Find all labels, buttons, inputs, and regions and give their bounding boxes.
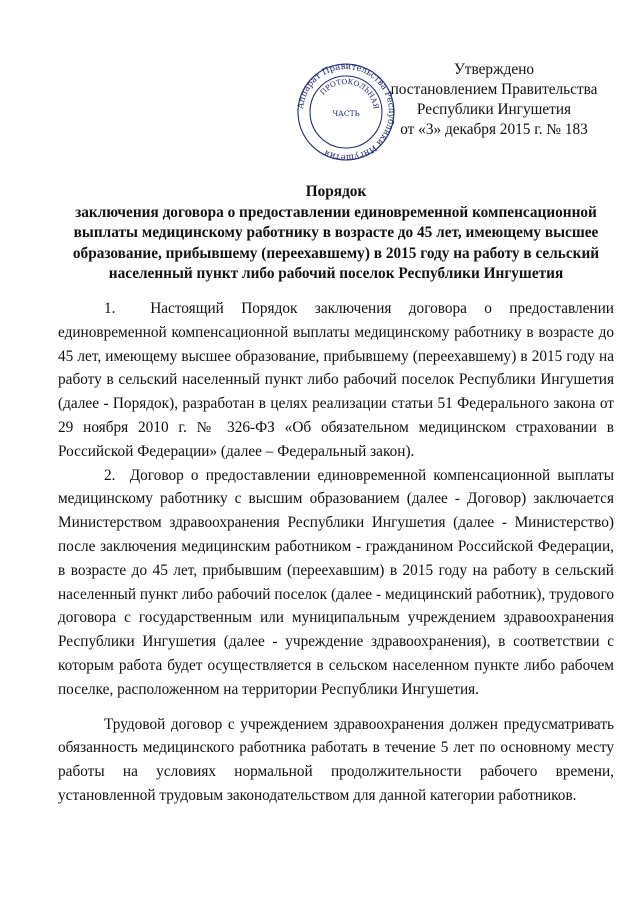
approval-line-approved: Утверждено [453, 61, 535, 78]
approval-block [378, 60, 610, 140]
approval-line-date-number: от «3» декабря 2015 г. № 183 [400, 121, 588, 138]
document-title [58, 182, 614, 285]
title-line-4: населенный пункт либо рабочий поселок Республики Ингушетия [108, 265, 564, 282]
title-line-1: заключения договора о предоставлении единовременной компенсационной [75, 203, 597, 221]
paragraph-1-text: Настоящий Порядок заключения договора о предоставлении единовременной компенсационной выплаты медицинскому работнику в возрасте до 45 лет, имеющему высшее образование, прибывшему (переехавшему) в 2015 году на работу в сельский населенный пункт либо рабочий поселок Республики Ингушетия (далее - Порядок), разработан в целях реализации статьи 51 Федерального закона от 29 ноября 2010 г. № 326-ФЗ «Об обязательном медицинском страховании в Российской Федерации» (далее – Федеральный закон). [58, 300, 614, 460]
paragraph-2-number: 2. [104, 466, 116, 484]
paragraph-1-number: 1. [104, 300, 116, 317]
paragraph-1 [58, 297, 614, 464]
title-line-2: выплаты медицинскому работнику в возрасте до 45 лет, имеющему высшее [73, 224, 599, 241]
stamp-outer-text: Аппарат Правительства Республики Ингушетия [296, 62, 396, 162]
paragraph-2 [58, 464, 614, 702]
stamp-center-text: ЧАСТЬ [332, 109, 360, 118]
stamp-inner-text: ПРОТОКОЛЬНАЯ [318, 76, 381, 110]
approval-line-republic: Республики Ингушетия [416, 101, 572, 118]
paragraph-3 [58, 713, 614, 808]
title-line-3: образование, прибывшему (переехавшему) в 2015 году на работу в сельский [72, 244, 600, 262]
approval-line-decree: постановлением Правительства [390, 81, 598, 98]
paragraph-2-text: Договор о предоставлении единовременной компенсационной выплаты медицинскому работнику с высшим образованием (далее - Договор) заключается Министерством здравоохранения Республики Ингушетия (далее - Министерство) после заключения медицинским работником - гражданином Российской Федерации, в возрасте до 45 лет, прибывшим (переехавшим) в 2015 году на работу в сельский населенный пункт либо рабочий поселок (далее - медицинский работник), трудового договора с государственным или муниципальным учреждением здравоохранения Республики Ингушетия (далее - учреждение здравоохранения), в соответствии с которым работа будет осуществляется в сельском населенном пункте либо рабочем поселке, расположенном на территории Республики Ингушетия. [58, 466, 615, 698]
title-heading: Порядок [305, 183, 367, 200]
document-body [58, 297, 614, 808]
paragraph-3-text: Трудовой договор с учреждением здравоохранения должен предусматривать обязанность медицинского работника работать в течение 5 лет по основному месту работы на условиях нормальной продолжительности рабочего времени, установленной трудовым законодательством для данной категории работников. [58, 715, 614, 804]
